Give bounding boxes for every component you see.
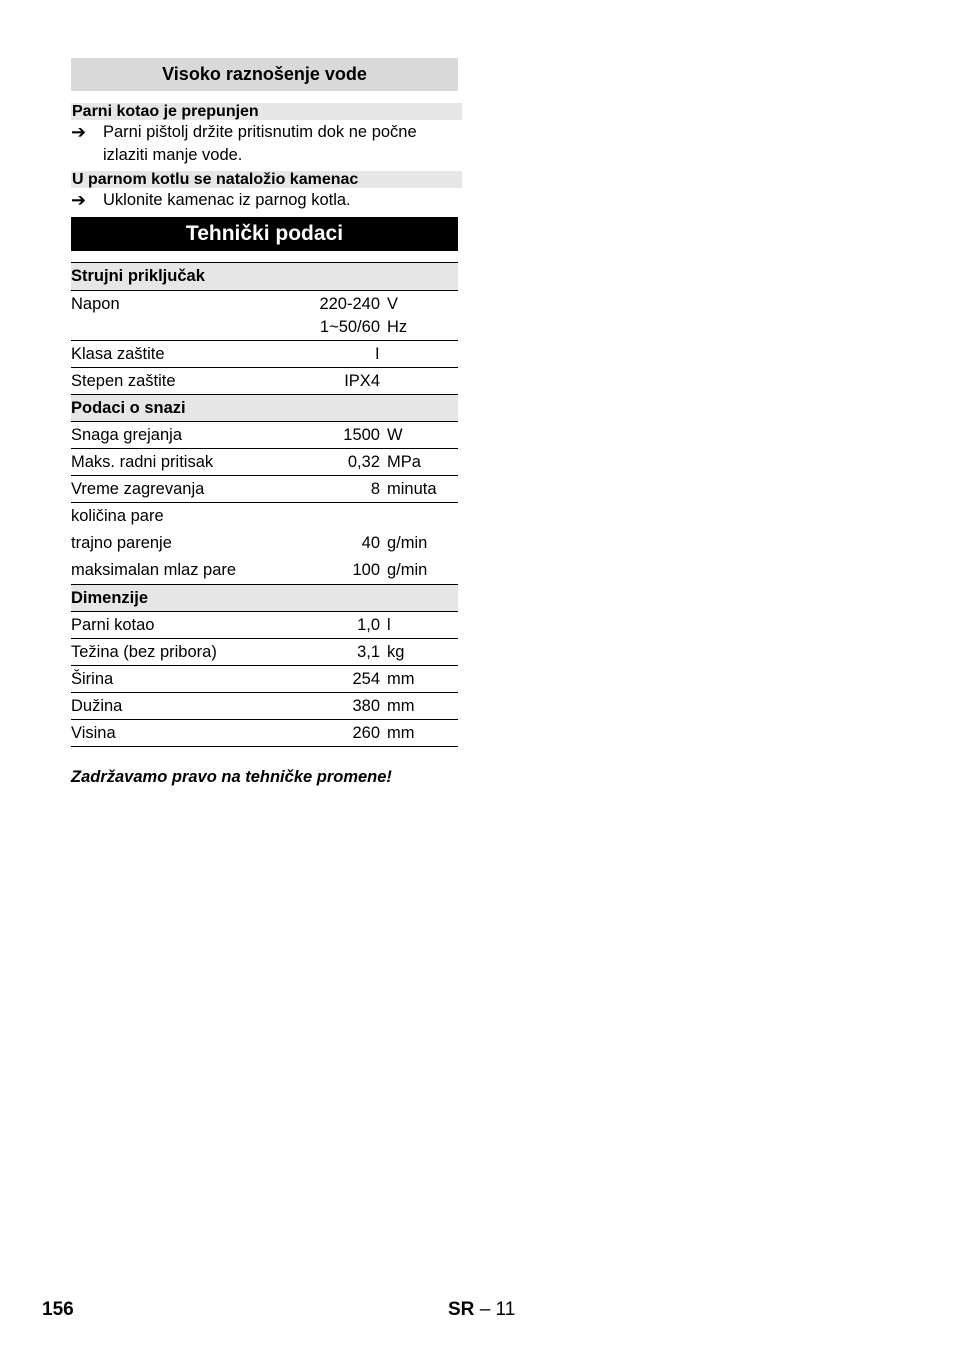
group-label: Podaci o snazi [71,399,186,417]
group-label: Dimenzije [71,589,149,607]
table-row [71,720,458,747]
table-row [71,666,458,693]
row-unit: l [387,616,391,634]
row-unit: W [387,426,403,444]
row-value: IPX4 [344,372,380,390]
group-label: Strujni priključak [71,267,205,285]
row-label: Klasa zaštite [71,345,165,363]
section-title: Visoko raznošenje vode [71,58,458,91]
row-value: 1,0 [357,616,380,634]
page-number: 156 [42,1299,74,1320]
issue-step [71,189,461,212]
step-text: Uklonite kamenac iz parnog kotla. [103,191,351,209]
issue-heading: U parnom kotlu se nataložio kamenac [71,171,462,188]
row-value: I [375,345,380,363]
row-unit: V [387,295,399,313]
table-row [71,503,458,530]
row-label: Širina [71,670,114,688]
table-row [71,530,458,557]
row-value: 8 [370,480,380,498]
step-text: Parni pištolj držite pritisnutim dok ne počne izlaziti manje vode. [103,123,417,164]
row-unit: mm [387,670,415,688]
row-value: 220-240 [319,295,380,313]
row-label: Visina [71,724,116,742]
language-code: SR [448,1299,475,1320]
row-unit: Hz [387,318,408,336]
disclaimer-note: Zadržavamo pravo na tehničke promene! [71,768,392,786]
row-label: Snaga grejanja [71,426,183,444]
row-label: Napon [71,295,120,313]
row-value: 1500 [343,426,380,444]
table-row [71,341,458,368]
table-row [71,612,458,639]
section-page-number: 11 [495,1299,516,1320]
issue-step [71,121,461,167]
row-label: maksimalan mlaz pare [71,561,237,579]
arrow-right-icon: ➔ [71,122,87,142]
arrow-right-icon: ➔ [71,190,87,210]
table-row [71,422,458,449]
row-unit: MPa [387,453,421,471]
row-label: Vreme zagrevanja [71,480,205,498]
row-value: 100 [352,561,380,579]
table-row [71,449,458,476]
row-label: Dužina [71,697,123,715]
table-row [71,557,458,585]
table-group-row [71,395,458,422]
row-value: 0,32 [347,453,380,471]
tech-data-title: Tehnički podaci [71,217,458,251]
table-row [71,476,458,503]
row-value: 260 [352,724,380,742]
issue-heading: Parni kotao je prepunjen [71,103,462,120]
row-value: 3,1 [357,643,380,661]
table-group-row [71,263,458,291]
row-unit: minuta [387,480,437,498]
row-unit: g/min [387,561,428,579]
row-value: 40 [361,534,380,552]
row-unit: mm [387,724,415,742]
row-label: Stepen zaštite [71,372,176,390]
row-unit: mm [387,697,415,715]
row-unit: g/min [387,534,428,552]
row-label: Parni kotao [71,616,155,634]
table-row [71,693,458,720]
footer-dash: – [479,1299,491,1320]
table-row [71,291,458,341]
section-footer [448,1299,515,1321]
row-label: Maks. radni pritisak [71,453,214,471]
table-row [71,368,458,395]
row-label: količina pare [71,507,164,525]
table-group-row [71,585,458,612]
row-label: Težina (bez pribora) [71,643,217,661]
row-unit: kg [387,643,405,661]
table-row [71,639,458,666]
row-label: trajno parenje [71,534,172,552]
row-value: 254 [352,670,380,688]
row-value: 1~50/60 [319,318,380,336]
row-value: 380 [352,697,380,715]
tech-data-table [71,262,458,747]
